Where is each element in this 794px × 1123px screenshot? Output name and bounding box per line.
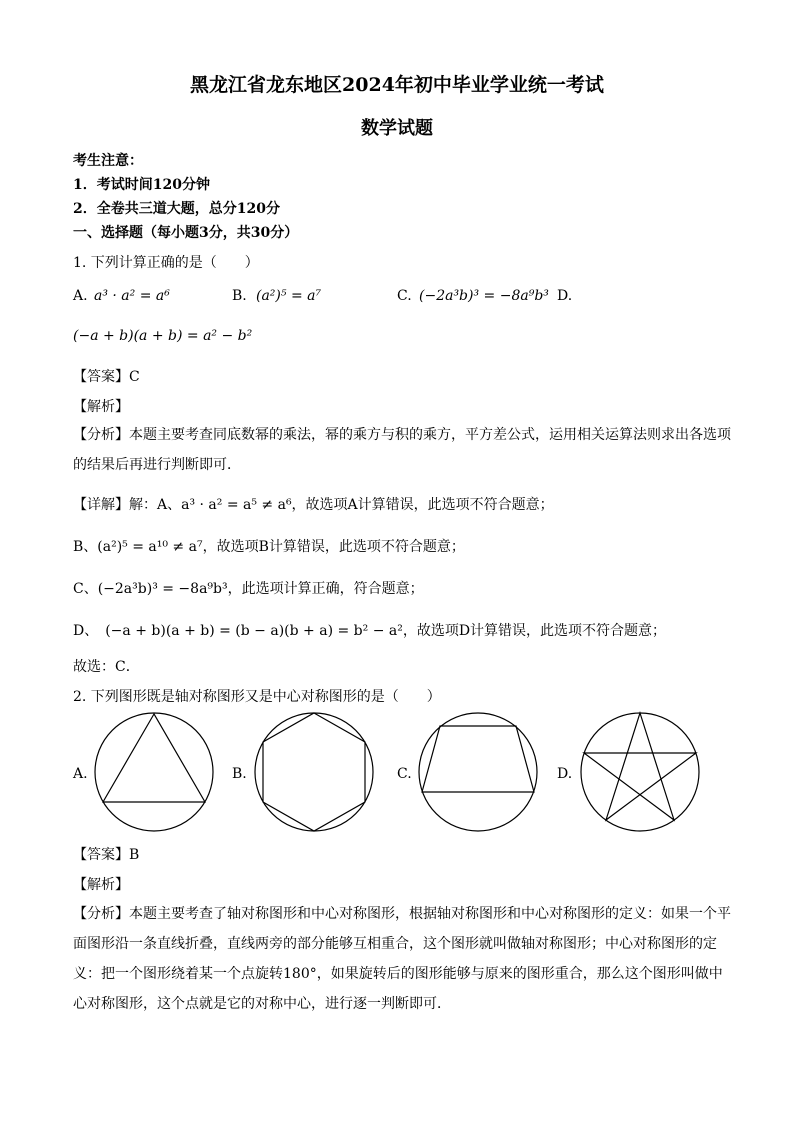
q2-figure-c-trapezoid-in-circle [416, 710, 540, 834]
q2-label-b: B. [232, 766, 247, 782]
q1-option-a-label: A. [73, 288, 88, 304]
exam-title: 黑龙江省龙东地区2024年初中毕业学业统一考试 [190, 74, 604, 96]
notice-heading: 考生注意： [73, 153, 143, 169]
q1-analysis: 【分析】本题主要考查同底数幂的乘法，幂的乘方与积的乘方，平方差公式，运用相关运算法则求出各选项的结果后再进行判断即可． [73, 427, 731, 473]
notice-item-1: 1．考试时间120分钟 [73, 177, 210, 193]
q1-option-c-label: C. [397, 288, 412, 304]
notice-item-2: 2．全卷共三道大题，总分120分 [73, 201, 280, 217]
q1-choose: 故选：C． [73, 659, 140, 675]
q1-option-b: (a²)⁵ = a⁷ [256, 288, 322, 304]
section-heading: 一、选择题（每小题3分，共30分） [73, 225, 299, 241]
q2-label-d: D. [557, 766, 573, 782]
q1-detail-c: C、(−2a³b)³ = −8a⁹b³，此选项计算正确，符合题意； [73, 581, 424, 597]
q1-option-c: (−2a³b)³ = −8a⁹b³ [419, 288, 549, 304]
q2-figure-a-triangle-in-circle [92, 710, 216, 834]
exam-subtitle: 数学试题 [361, 118, 433, 139]
q1-analysis-head: 【解析】 [73, 399, 129, 415]
q2-label-c: C. [397, 766, 412, 782]
q1-detail-d: D、 (−a + b)(a + b) = (b − a)(b + a) = b² − a²，故选项D计算错误，此选项不符合题意； [73, 623, 667, 639]
q2-analysis-head: 【解析】 [73, 877, 129, 893]
q2-answer: 【答案】B [73, 847, 140, 863]
q1-option-a: a³ · a² = a⁶ [94, 288, 170, 304]
q1-option-b-label: B. [232, 288, 247, 304]
q2-stem: 2. 下列图形既是轴对称图形又是中心对称图形的是（ ） [73, 689, 441, 705]
q1-detail-a: 【详解】解：A、a³ · a² = a⁵ ≠ a⁶，故选项A计算错误，此选项不符合题意； [73, 497, 554, 513]
q1-stem: 1. 下列计算正确的是（ ） [73, 255, 259, 271]
q2-figure-d-pentagram-in-circle [578, 710, 702, 834]
q1-detail-b: B、(a²)⁵ = a¹⁰ ≠ a⁷，故选项B计算错误，此选项不符合题意； [73, 539, 465, 555]
q2-analysis: 【分析】本题主要考查了轴对称图形和中心对称图形，根据轴对称图形和中心对称图形的定义：如果一个平面图形沿一条直线折叠，直线两旁的部分能够互相重合，这个图形就叫做轴对称图形；中心对称图形的定义：把一个图形绕着某一个点旋转180°，如果旋转后的图形能够与原来的图形重合，那么这个图形叫做中心对称图形，这个点就是它的对称中心，进行逐一判断即可． [73, 906, 731, 1012]
q1-option-d-label: D. [557, 288, 573, 304]
q2-label-a: A. [73, 766, 88, 782]
q1-answer: 【答案】C [73, 369, 140, 385]
q2-figure-b-hexagon-in-circle [252, 710, 376, 834]
q1-option-d: (−a + b)(a + b) = a² − b² [73, 328, 253, 344]
